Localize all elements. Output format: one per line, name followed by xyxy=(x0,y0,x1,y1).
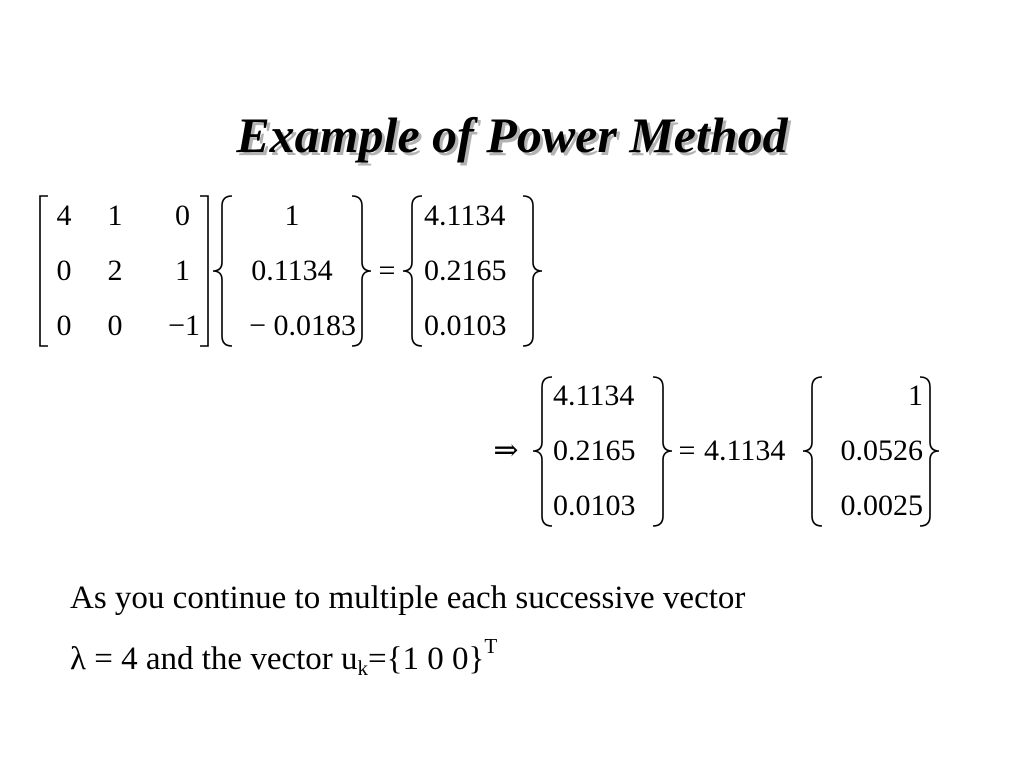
slide-title: Example of Power Method xyxy=(236,107,788,163)
matrix-cell: 1 xyxy=(107,199,123,232)
body-line-1: As you continue to multiple each successive vector xyxy=(70,580,746,616)
vector-entry: − 0.0183 xyxy=(249,309,356,342)
equals-sign: = xyxy=(678,434,696,467)
vector-entry: 0.1134 xyxy=(251,254,333,287)
vector-entry: 1 xyxy=(284,199,300,232)
vector-entry: 0.0103 xyxy=(553,489,636,522)
matrix-cell: 2 xyxy=(107,254,123,287)
subscript-k: k xyxy=(357,656,369,680)
normalized-entry: 1 xyxy=(908,379,923,412)
superscript-t: T xyxy=(484,634,498,658)
matrix-cell: −1 xyxy=(168,309,200,342)
matrix-cell: 0 xyxy=(56,254,72,287)
normalized-entry: 0.0526 xyxy=(840,434,923,467)
matrix-cell: 0 xyxy=(107,309,123,342)
result-entry: 4.1134 xyxy=(424,199,506,232)
vector-entry: 0.2165 xyxy=(553,434,636,467)
body-text xyxy=(70,574,970,692)
scalar-factor: 4.1134 xyxy=(704,434,786,467)
result-entry: 0.0103 xyxy=(424,309,507,342)
body-line-2-vector: ={1 0 0} xyxy=(368,641,485,677)
body-line-2-prefix: λ = 4 and the vector u xyxy=(70,641,358,677)
vector-entry: 4.1134 xyxy=(553,379,635,412)
matrix-cell: 0 xyxy=(175,199,190,232)
matrix-cell: 1 xyxy=(175,254,190,287)
equals-sign: = xyxy=(378,254,396,287)
matrix-cell: 4 xyxy=(56,199,72,232)
matrix-cell: 0 xyxy=(56,309,72,342)
implies-arrow: ⇒ xyxy=(493,434,519,467)
normalized-entry: 0.0025 xyxy=(840,489,923,522)
vector-left-brace xyxy=(533,377,552,526)
body-line-2 xyxy=(70,622,970,692)
result-entry: 0.2165 xyxy=(424,254,507,287)
